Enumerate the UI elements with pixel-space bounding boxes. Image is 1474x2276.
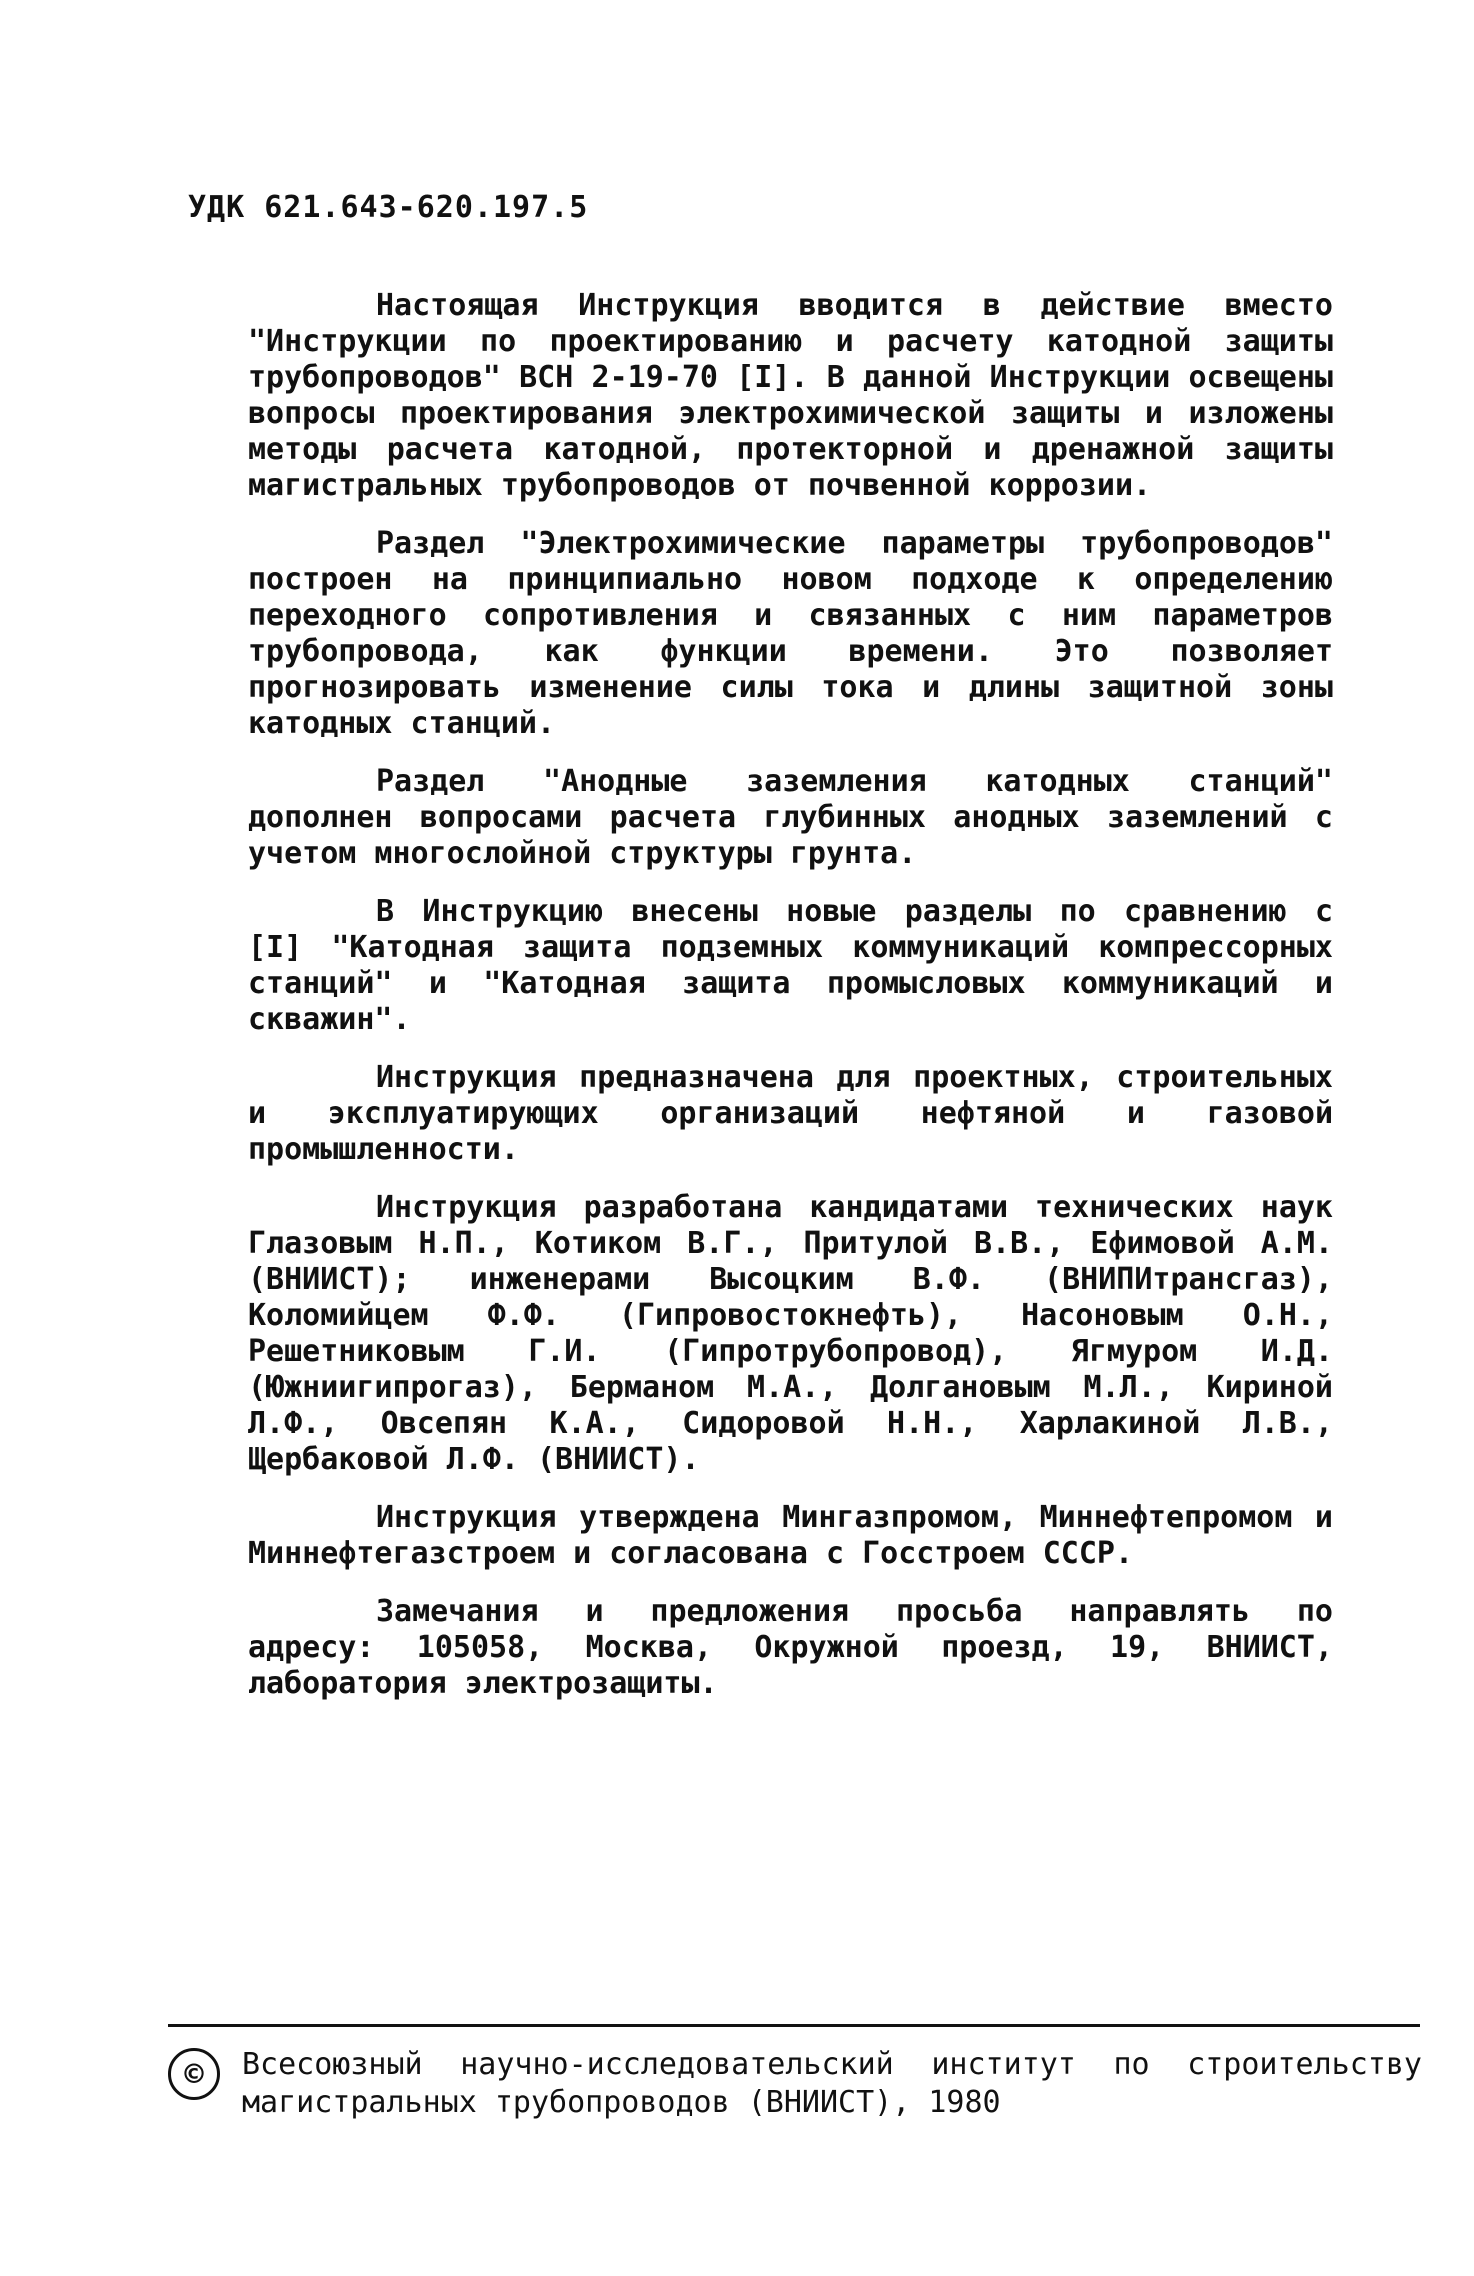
paragraph-contact: Замечания и предложения просьба направлять по адресу: 105058, Москва, Окружной проезд, 19, ВНИИСТ, лаборатория электрозащиты.	[248, 1594, 1333, 1701]
paragraph-electrochemical-parameters: Раздел "Электрохимические параметры трубопроводов" построен на принципиально новом подходе к определению переходного сопротивления и связанных с ним параметров трубопровода, как функции времени. Это позволяет прогнозировать изменение силы тока и длины защитной зоны катодных станций.	[248, 526, 1333, 741]
footer-divider	[168, 2024, 1420, 2027]
copyright-icon: ©	[168, 2048, 220, 2100]
copyright-footer	[168, 2046, 1428, 2122]
paragraph-audience: Инструкция предназначена для проектных, строительных и эксплуатирующих организаций нефтяной и газовой промышленности.	[248, 1060, 1333, 1167]
paragraph-approval: Инструкция утверждена Мингазпромом, Миннефтепромом и Миннефтегазстроем и согласована с Госстроем СССР.	[248, 1500, 1333, 1571]
document-body	[248, 288, 1333, 1724]
copyright-text: Всесоюзный научно-исследовательский институт по строительству магистральных трубопроводов (ВНИИСТ), 1980	[242, 2047, 1422, 2120]
paragraph-new-sections: В Инструкцию внесены новые разделы по сравнению с [I] "Катодная защита подземных коммуникаций компрессорных станций" и "Катодная защита промысловых коммуникаций и скважин".	[248, 894, 1333, 1037]
paragraph-anode-groundings: Раздел "Анодные заземления катодных станций" дополнен вопросами расчета глубинных анодных заземлений с учетом многослойной структуры грунта.	[248, 764, 1333, 871]
paragraph-authors: Инструкция разработана кандидатами технических наук Глазовым Н.П., Котиком В.Г., Притулой В.В., Ефимовой А.М. (ВНИИСТ); инженерами Высоцким В.Ф. (ВНИПИтрансгаз), Коломийцем Ф.Ф. (Гипровостокнефть), Насоновым О.Н., Решетниковым Г.И. (Гипротрубопровод), Ягмуром И.Д. (Южниигипрогаз), Берманом М.А., Долгановым М.Л., Кириной Л.Ф., Овсепян К.А., Сидоровой Н.Н., Харлакиной Л.В., Щербаковой Л.Ф. (ВНИИСТ).	[248, 1190, 1333, 1477]
paragraph-introduction: Настоящая Инструкция вводится в действие вместо "Инструкции по проектированию и расчету катодной защиты трубопроводов" ВСН 2-19-70 [I]. В данной Инструкции освещены вопросы проектирования электрохимической защиты и изложены методы расчета катодной, протекторной и дренажной защиты магистральных трубопроводов от почвенной коррозии.	[248, 288, 1333, 503]
udc-code: УДК 621.643-620.197.5	[188, 190, 589, 225]
